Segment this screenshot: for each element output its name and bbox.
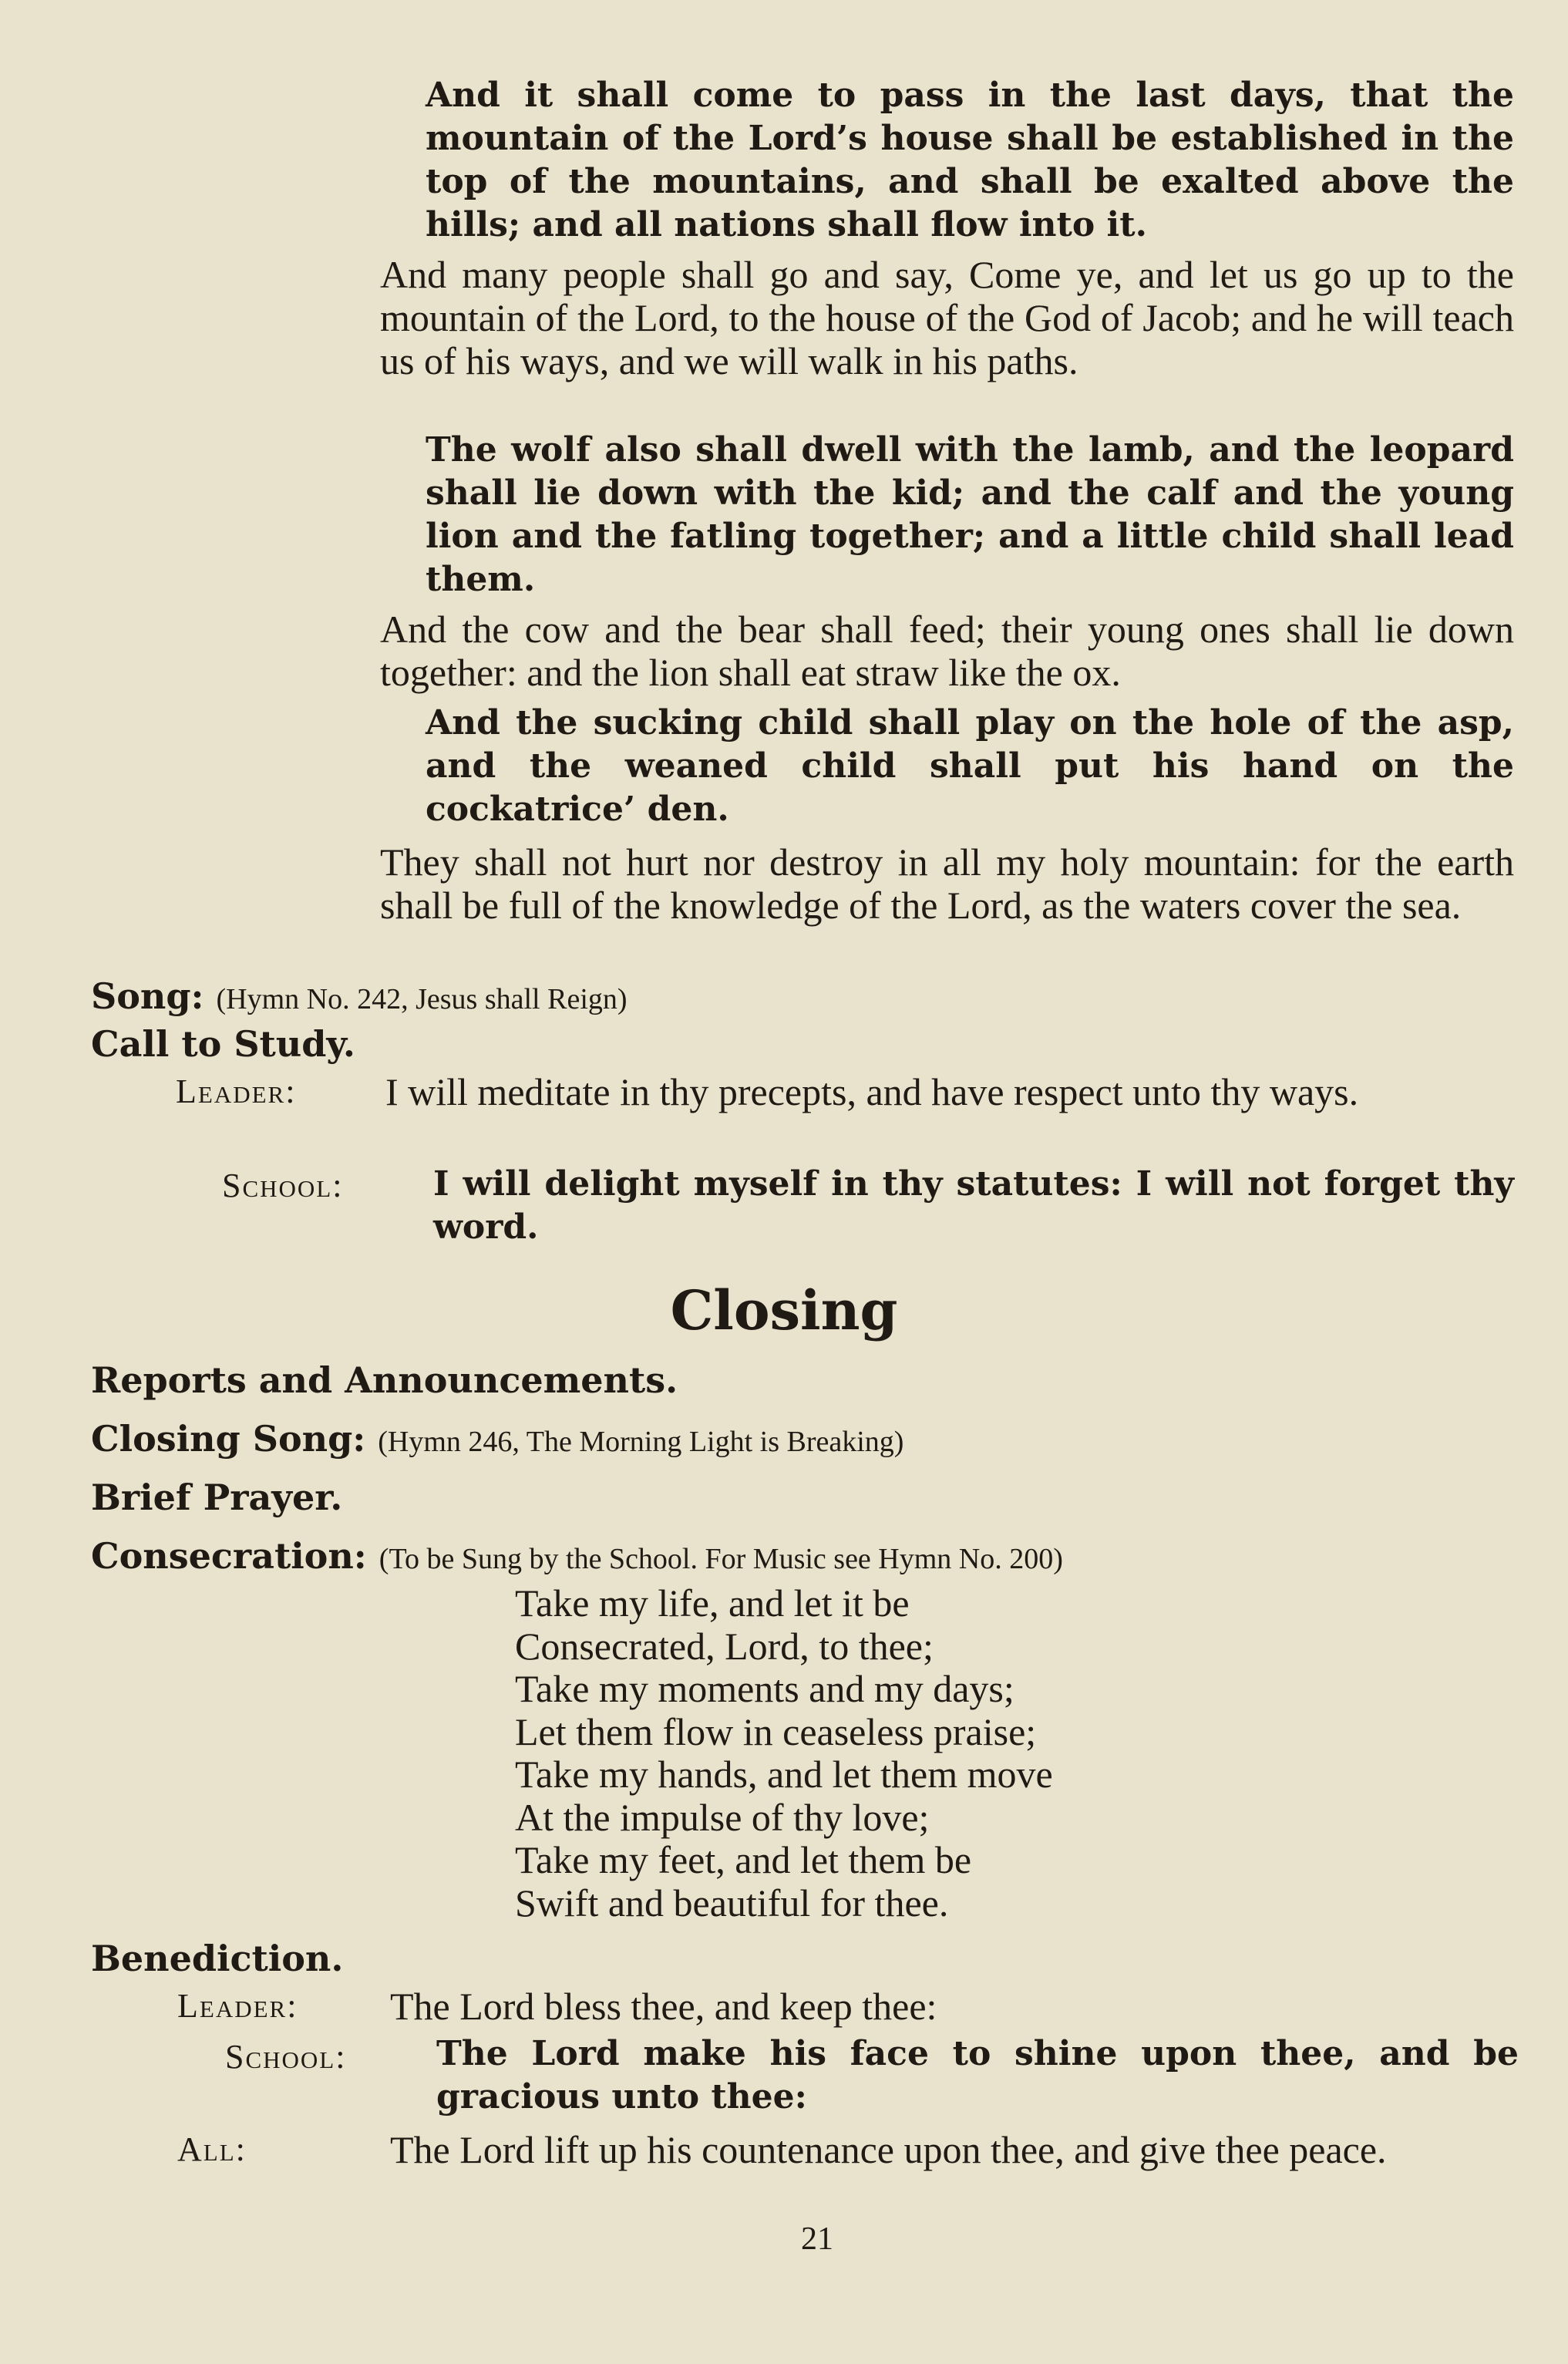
passage-3: The wolf also shall dwell with the lamb, and the leopard shall lie down with the kid; and the calf and the young lion and the fatling together; and a little child shall lead them.: [426, 430, 1514, 599]
song-heading: Song:: [91, 975, 204, 1017]
song-line: [91, 975, 628, 1021]
benediction-leader-text: The Lord bless thee, and keep thee:: [390, 1985, 937, 2028]
closing-song-note: (Hymn 246, The Morning Light is Breaking): [378, 1426, 904, 1458]
benediction-all-role: All:: [177, 2130, 247, 2168]
benediction-heading: Benediction.: [91, 1938, 344, 1979]
school-response: I will delight myself in thy statutes: I will not forget thy word.: [433, 1164, 1514, 1247]
call-to-study-heading: Call to Study.: [91, 1023, 355, 1065]
poem-line: Take my moments and my days;: [515, 1667, 1014, 1710]
poem-line: Take my feet, and let them be: [515, 1838, 972, 1881]
passage-1: And it shall come to pass in the last days, that the mountain of the Lord’s house shall be established in the top of the mountains, and shall be exalted above the hills; and all nations shall flow into it.: [426, 76, 1514, 244]
prayer-heading: Brief Prayer.: [91, 1477, 343, 1518]
closing-song-line: [91, 1417, 903, 1463]
poem-line: Swift and beautiful for thee.: [515, 1881, 949, 1925]
song-note: (Hymn No. 242, Jesus shall Reign): [216, 983, 628, 1015]
poem-line: At the impulse of thy love;: [515, 1795, 930, 1839]
passage-5: And the sucking child shall play on the hole of the asp, and the weaned child shall put his hand on the cockatrice’ den.: [426, 703, 1514, 829]
consecration-note: (To be Sung by the School. For Music see Hymn No. 200): [379, 1543, 1063, 1575]
poem-line: Take my hands, and let them move: [515, 1753, 1053, 1796]
poem-line: Take my life, and let it be: [515, 1581, 910, 1625]
leader-response: I will meditate in thy precepts, and have respect unto thy ways.: [385, 1070, 1359, 1113]
consecration-poem: [515, 1582, 1053, 1925]
passage-2: And many people shall go and say, Come ye, and let us go up to the mountain of the Lord, to the house of the God of Jacob; and he will teach us of his ways, and we will walk in his paths.: [380, 253, 1514, 382]
closing-song-heading: Closing Song:: [91, 1418, 366, 1460]
poem-line: Let them flow in ceaseless praise;: [515, 1709, 1037, 1753]
consecration-line: [91, 1534, 1063, 1581]
benediction-school-text: The Lord make his face to shine upon thee, and be gracious unto thee:: [436, 2034, 1519, 2116]
passage-4: And the cow and the bear shall feed; their young ones shall lie down together: and the lion shall eat straw like the ox.: [380, 608, 1514, 694]
consecration-heading: Consecration:: [91, 1535, 367, 1577]
section-title: Closing: [670, 1278, 898, 1342]
benediction-school-role: School:: [225, 2038, 347, 2076]
school-role: School:: [222, 1167, 344, 1204]
page-number: 21: [801, 2221, 833, 2257]
poem-line: Consecrated, Lord, to thee;: [515, 1624, 934, 1668]
leader-role: Leader:: [176, 1073, 297, 1110]
benediction-leader-role: Leader:: [177, 1987, 298, 2025]
benediction-all-text: The Lord lift up his countenance upon thee, and give thee peace.: [390, 2128, 1387, 2171]
passage-6: They shall not hurt nor destroy in all my holy mountain: for the earth shall be full of the knowledge of the Lord, as the waters cover the sea.: [380, 840, 1514, 927]
reports-heading: Reports and Announcements.: [91, 1359, 678, 1401]
